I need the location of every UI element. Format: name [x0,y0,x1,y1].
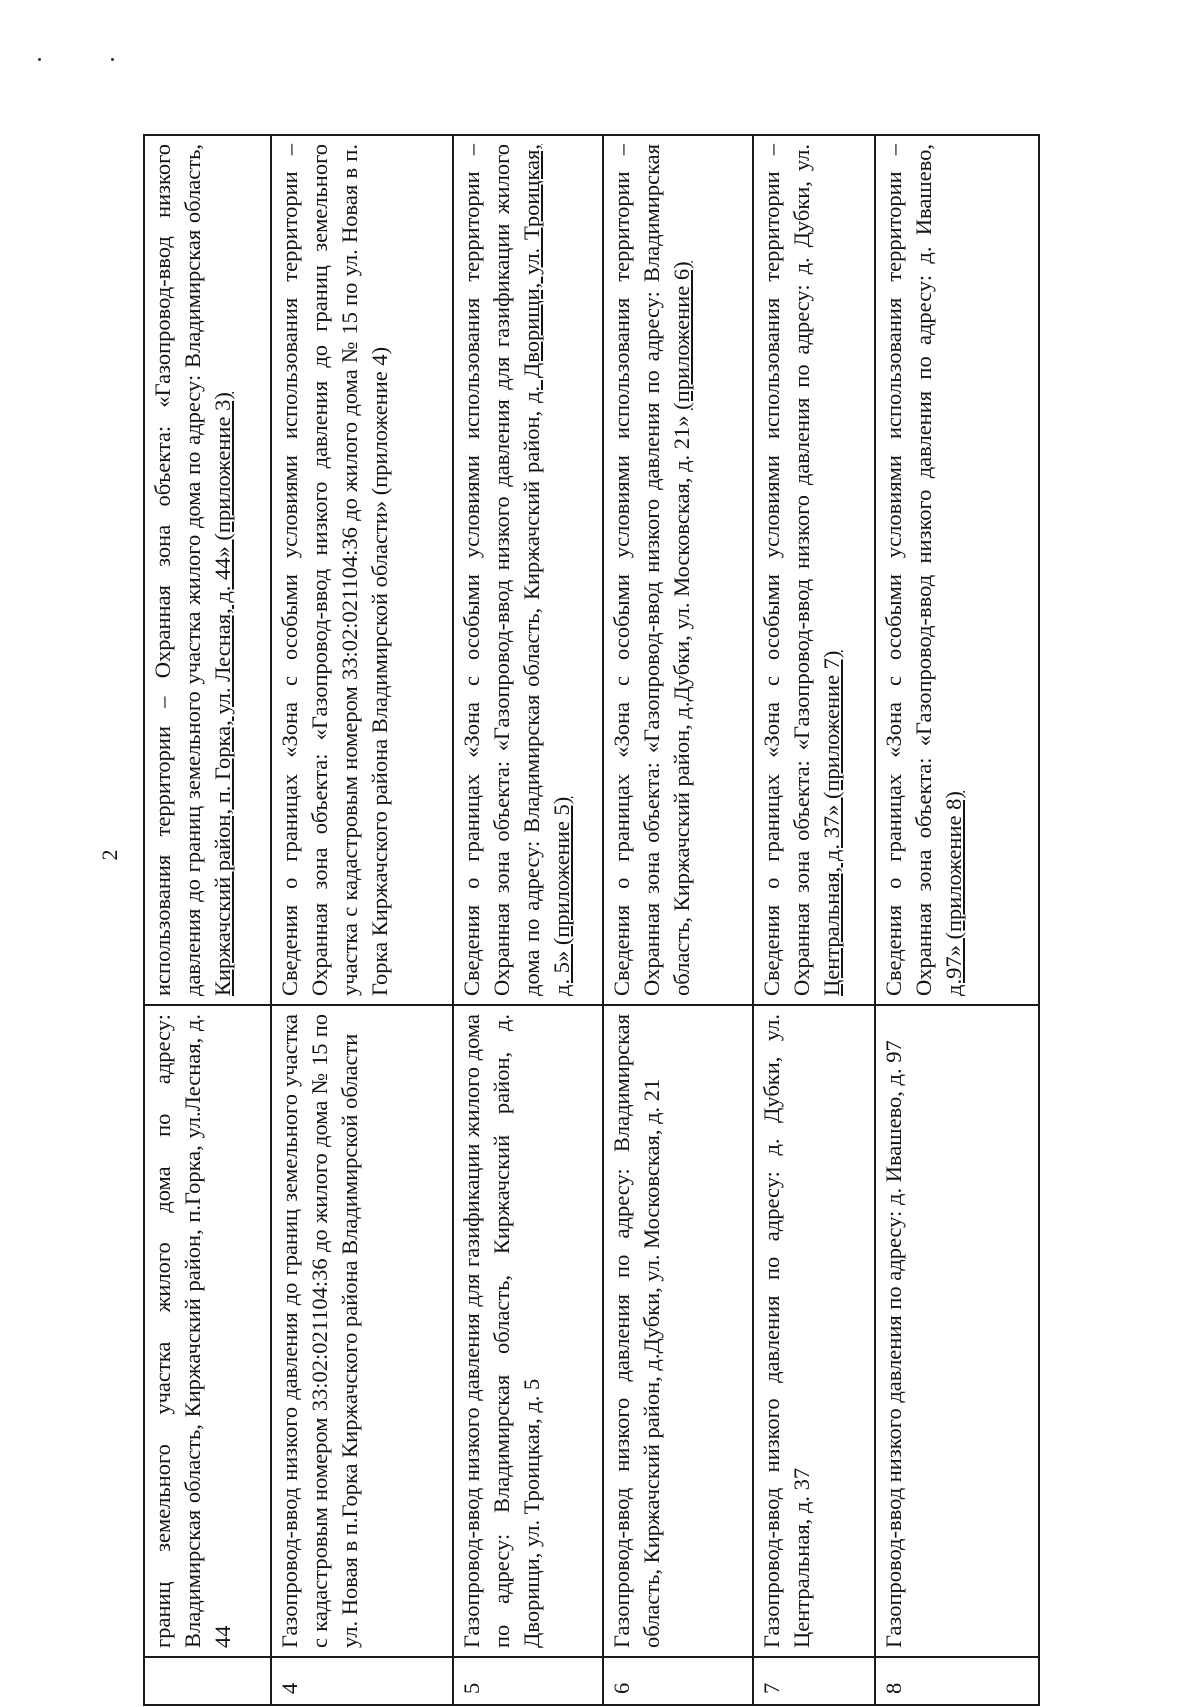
table-row [271,135,453,1705]
scan-speck [111,58,114,61]
zone-info-text: использования территории – Охранная зона объекта: «Газопровод-ввод низкого давления до границ земельного участка жилого дома по адресу: Владимирская область, [150,144,205,996]
scan-speck [38,58,41,61]
page-number: 2 [97,849,122,861]
zone-info [453,135,603,1005]
row-number [144,1657,271,1705]
object-name: Газопровод-ввод низкого давления по адресу: д. Дубки, ул. Центральная, д. 37 [753,1005,875,1657]
zone-info-text-underlined: д. Дворищи, ул. Троицкая, д. 5» (приложение 5) [519,144,574,996]
zone-info [875,135,1039,1005]
zone-info [603,135,753,1005]
zone-info-text-underlined: д.97» (приложение 8) [941,791,966,996]
table-row [144,135,271,1705]
table-row [603,135,753,1705]
table-row [453,135,603,1705]
zone-info-text: Сведения о границах «Зона с особыми условиями использования территории – Охранная зона объекта: «Газопровод-ввод низкого давления до границ земельного участка с кадастровым номером 33:02:021104:36 до жилого дома № 15 по ул. Новая в п. Горка Киржачского района Владимирской области» (приложение 4) [277,144,392,996]
zone-info-text-underlined: Центральная, д. 37» (приложение 7) [819,650,844,996]
table-row [753,135,875,1705]
row-number: 4 [271,1657,453,1705]
object-name: Газопровод-ввод низкого давления до границ земельного участка с кадастровым номером 33:02:021104:36 до жилого дома № 15 по ул. Новая в п.Горка Киржачского района Владимирской области [271,1005,453,1657]
zone-info-text: Сведения о границах «Зона с особыми условиями использования территории – Охранная зона объекта: «Газопровод-ввод низкого давления для газификации жилого дома по адресу: Владимирская область, Киржачский район, [459,144,544,996]
row-number: 7 [753,1657,875,1705]
zone-info [271,135,453,1005]
row-number: 8 [875,1657,1039,1705]
zones-table-container [143,136,1038,1706]
object-name: Газопровод-ввод низкого давления по адресу: д. Ивашево, д. 97 [875,1005,1039,1657]
object-name: Газопровод-ввод низкого давления для газификации жилого дома по адресу: Владимирская область, Киржачский район, д. Дворищи, ул. Троицкая, д. 5 [453,1005,603,1657]
zone-info-text-underlined: (приложение 6) [669,261,694,410]
zone-info-text-underlined: Киржачский район, п. Горка, ул. Лесная, д. 44» (приложение 3) [210,392,235,996]
row-number: 6 [603,1657,753,1705]
object-name: Газопровод-ввод низкого давления по адресу: Владимирская область, Киржачский район, д.Дубки, ул. Московская, д. 21 [603,1005,753,1657]
zones-table [143,134,1040,1706]
zone-info-text: Сведения о границах «Зона с особыми условиями использования территории – Охранная зона объекта: «Газопровод-ввод низкого давления по адресу: Владимирская область, Киржачский район, д.Дубки, ул. Московская, д. 21» [609,144,694,996]
zone-info [144,135,271,1005]
object-name: границ земельного участка жилого дома по адресу: Владимирская область, Киржачский район, п.Горка, ул.Лесная, д. 44 [144,1005,271,1657]
table-row [875,135,1039,1705]
zone-info [753,135,875,1005]
zone-info-text: Сведения о границах «Зона с особыми условиями использования территории – Охранная зона объекта: «Газопровод-ввод низкого давления по адресу: д. Дубки, ул. [759,144,814,996]
zone-info-text: Сведения о границах «Зона с особыми условиями использования территории – Охранная зона объекта: «Газопровод-ввод низкого давления по адресу: д. Ивашево, [881,144,936,996]
row-number: 5 [453,1657,603,1705]
